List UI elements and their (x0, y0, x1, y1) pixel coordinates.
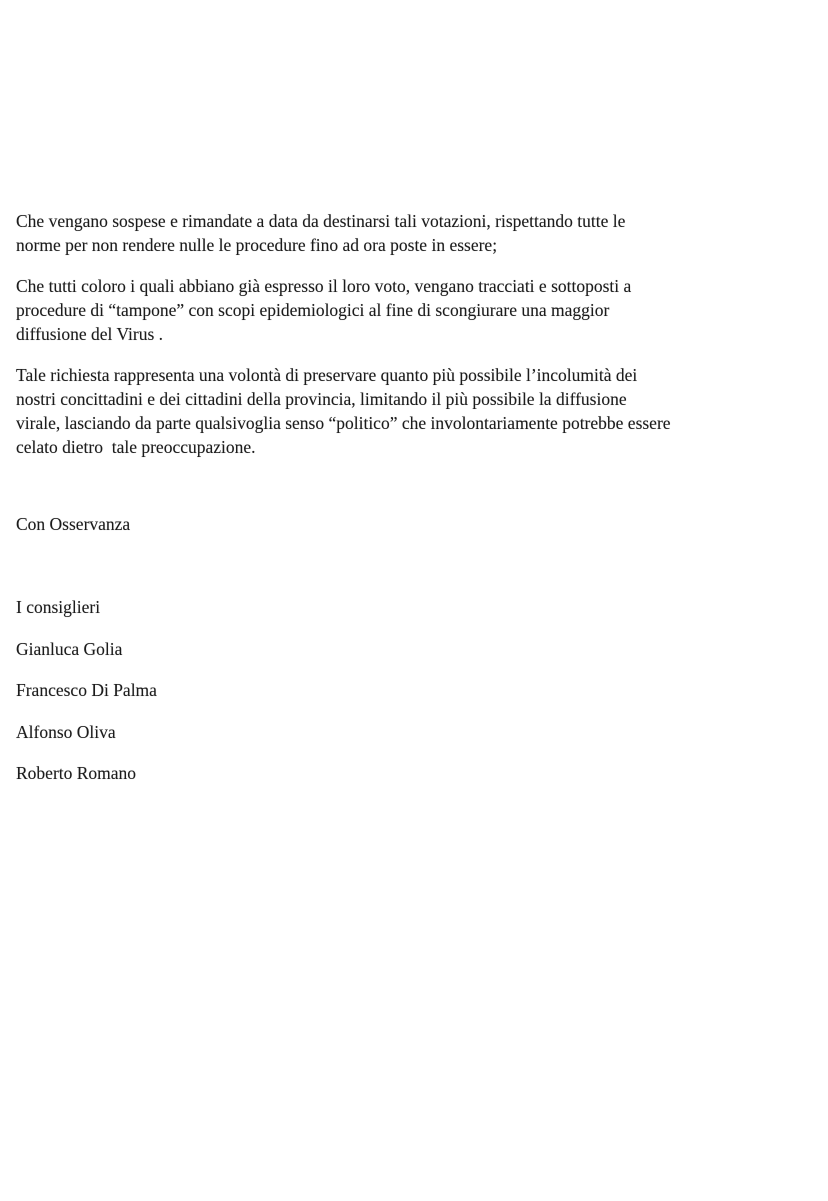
paragraph-tracciamento-tampone (16, 274, 818, 346)
paragraph-sospensione-votazioni (16, 209, 818, 257)
signatory-name-2: Francesco Di Palma (16, 680, 157, 700)
closing-salutation: Con Osservanza (16, 514, 131, 534)
paragraph-line: nostri concittadini e dei cittadini della provincia, limitando il più possibile la diffusione (16, 389, 627, 409)
paragraph-line: Che vengano sospese e rimandate a data da destinarsi tali votazioni, rispettando tutte le (16, 211, 626, 231)
signatory-name-3: Alfonso Oliva (16, 721, 116, 742)
paragraph-line: Che tutti coloro i quali abbiano già espresso il loro voto, vengano tracciati e sottoposti a (16, 276, 632, 296)
paragraph-line: virale, lasciando da parte qualsivoglia senso “politico” che involontariamente potrebbe essere (16, 413, 671, 433)
signatory-name-1: Gianluca Golia (16, 638, 123, 659)
paragraph-line: celato dietro tale preoccupazione. (16, 437, 256, 457)
signatories-heading: I consiglieri (16, 597, 101, 617)
paragraph-line: procedure di “tampone” con scopi epidemiologici al fine di scongiurare una maggior (16, 300, 610, 320)
paragraph-motivazione-richiesta (16, 363, 818, 459)
paragraph-line: Tale richiesta rappresenta una volontà di preservare quanto più possibile l’incolumità dei (16, 365, 638, 385)
paragraph-line: diffusione del Virus . (16, 324, 164, 344)
signatory-name-4: Roberto Romano (16, 763, 137, 783)
paragraph-line: norme per non rendere nulle le procedure fino ad ora poste in essere; (16, 235, 498, 255)
